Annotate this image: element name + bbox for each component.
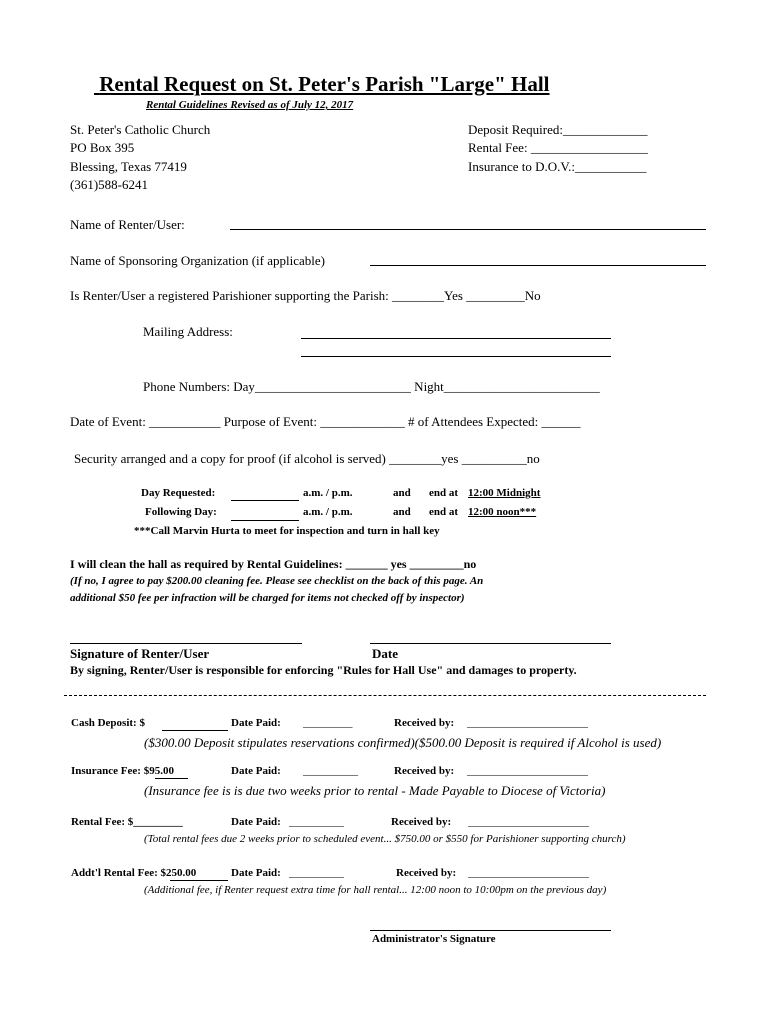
- sponsor-org-label: Name of Sponsoring Organization (if applicable): [70, 253, 325, 268]
- church-city: Blessing, Texas 77419: [70, 159, 187, 174]
- sponsor-org-field[interactable]: [370, 265, 706, 266]
- deposit-required-field[interactable]: Deposit Required:_____________: [468, 122, 648, 137]
- rental-date-field[interactable]: __________: [289, 816, 344, 828]
- end-at-label-1: end at: [429, 487, 459, 499]
- rental-fee-label[interactable]: Rental Fee: $_________: [71, 816, 183, 828]
- signature-date-field[interactable]: [370, 643, 611, 644]
- signing-statement: By signing, Renter/User is responsible for enforcing "Rules for Hall Use" and damages to property.: [70, 663, 577, 677]
- insurance-fee-label: Insurance Fee: $95.00: [71, 765, 174, 777]
- security-field[interactable]: Security arranged and a copy for proof (if alcohol is served) ________yes __________no: [74, 451, 540, 466]
- addtl-date-label: Date Paid:: [231, 867, 281, 879]
- cash-deposit-date-label: Date Paid:: [231, 717, 281, 729]
- following-day-label: Following Day:: [145, 506, 217, 518]
- rental-fee-field[interactable]: Rental Fee: __________________: [468, 140, 648, 155]
- rental-received-label: Received by:: [391, 816, 452, 828]
- cash-deposit-date-field[interactable]: _________: [303, 717, 353, 729]
- ampm-label-1: a.m. / p.m.: [303, 487, 353, 499]
- end-at-label-2: end at: [429, 506, 459, 518]
- day-requested-label: Day Requested:: [141, 487, 216, 499]
- insurance-dov-field[interactable]: Insurance to D.O.V.:___________: [468, 159, 647, 174]
- rental-received-field[interactable]: ______________________: [468, 816, 589, 828]
- insurance-date-field[interactable]: __________: [303, 765, 358, 777]
- rental-note: (Total rental fees due 2 weeks prior to scheduled event... $750.00 or $550 for Parishioner supporting church): [144, 833, 626, 845]
- addtl-date-field[interactable]: __________: [289, 867, 344, 879]
- cash-deposit-received-field[interactable]: ______________________: [467, 717, 588, 729]
- addtl-rental-fee-label: Addt'l Rental Fee: $250.00: [71, 867, 197, 879]
- cleaning-note-2: additional $50 fee per infraction will be charged for items not checked off by inspector): [70, 592, 465, 604]
- signature-date-label: Date: [372, 646, 398, 661]
- church-po-box: PO Box 395: [70, 140, 135, 155]
- inspection-note: ***Call Marvin Hurta to meet for inspection and turn in hall key: [134, 525, 440, 537]
- insurance-date-label: Date Paid:: [231, 765, 281, 777]
- cash-deposit-received-label: Received by:: [394, 717, 455, 729]
- insurance-received-field[interactable]: ______________________: [467, 765, 588, 777]
- mailing-address-label: Mailing Address:: [143, 324, 233, 339]
- insurance-note: (Insurance fee is is due two weeks prior to rental - Made Payable to Diocese of Victoria): [144, 783, 606, 798]
- end-time-noon: 12:00 noon***: [468, 506, 537, 518]
- church-phone: (361)588-6241: [70, 177, 148, 192]
- admin-signature-field[interactable]: [370, 930, 611, 931]
- following-day-field[interactable]: [231, 520, 299, 521]
- day-requested-field[interactable]: [231, 500, 299, 501]
- addtl-rental-fee-underline: [170, 880, 228, 881]
- renter-name-field[interactable]: [230, 229, 706, 230]
- and-label-2: and: [393, 506, 411, 518]
- end-time-midnight: 12:00 Midnight: [468, 487, 541, 499]
- addtl-note: (Additional fee, if Renter request extra time for hall rental... 12:00 noon to 10:00pm on the previous day): [144, 884, 607, 896]
- addtl-received-label: Received by:: [396, 867, 457, 879]
- renter-signature-label: Signature of Renter/User: [70, 646, 210, 661]
- addtl-received-field[interactable]: ______________________: [468, 867, 589, 879]
- insurance-fee-underline: [155, 778, 188, 779]
- page-subtitle: Rental Guidelines Revised as of July 12, 2017: [146, 99, 354, 111]
- mailing-address-field-1[interactable]: [301, 338, 611, 339]
- and-label-1: and: [393, 487, 411, 499]
- cash-deposit-label: Cash Deposit: $: [71, 717, 145, 729]
- admin-signature-label: Administrator's Signature: [372, 933, 496, 945]
- mailing-address-field-2[interactable]: [301, 356, 611, 357]
- page-title: Rental Request on St. Peter's Parish "Large" Hall: [99, 72, 550, 96]
- phone-numbers-field[interactable]: Phone Numbers: Day________________________ Night________________________: [143, 379, 600, 394]
- cash-deposit-note: ($300.00 Deposit stipulates reservations confirmed)($500.00 Deposit is required if Alcohol is used): [144, 735, 662, 750]
- cash-deposit-field[interactable]: [162, 730, 228, 731]
- church-name: St. Peter's Catholic Church: [70, 122, 211, 137]
- section-divider: [64, 695, 706, 696]
- event-details-field[interactable]: Date of Event: ___________ Purpose of Event: _____________ # of Attendees Expected: ______: [70, 414, 581, 429]
- cleaning-statement[interactable]: I will clean the hall as required by Rental Guidelines: _______ yes _________no: [70, 557, 477, 571]
- rental-date-label: Date Paid:: [231, 816, 281, 828]
- cleaning-note-1: (If no, I agree to pay $200.00 cleaning fee. Please see checklist on the back of this page. An: [70, 575, 484, 587]
- renter-signature-field[interactable]: [70, 643, 302, 644]
- ampm-label-2: a.m. / p.m.: [303, 506, 353, 518]
- renter-name-label: Name of Renter/User:: [70, 217, 185, 232]
- insurance-received-label: Received by:: [394, 765, 455, 777]
- parishioner-question[interactable]: Is Renter/User a registered Parishioner supporting the Parish: ________Yes _________No: [70, 288, 541, 303]
